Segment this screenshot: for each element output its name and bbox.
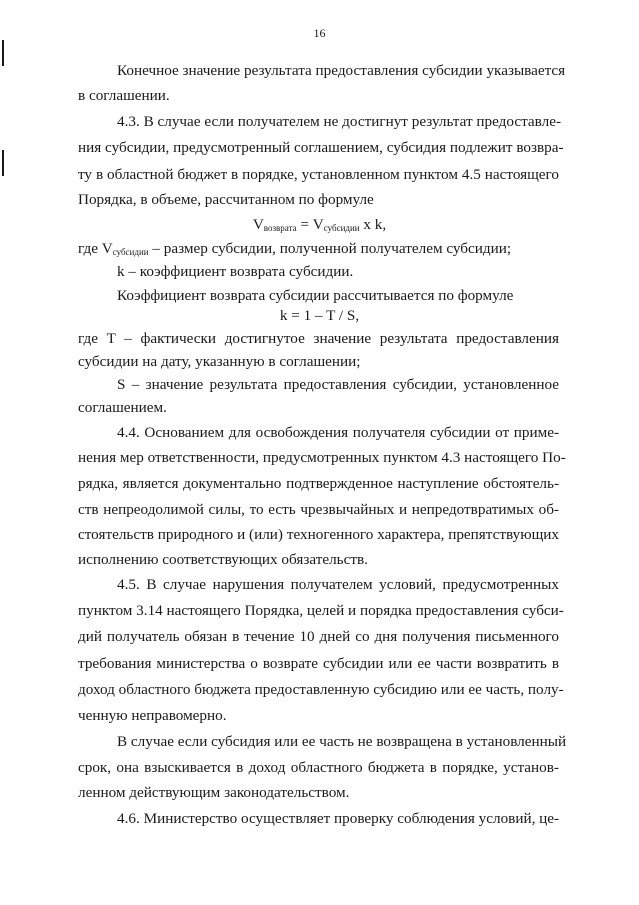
paragraph-line: стоятельств природного и (или) техногенного характера, препятствующих — [78, 526, 559, 543]
paragraph-line: исполнению соответствующих обязательств. — [78, 551, 368, 568]
paragraph-line: В случае если субсидия или ее часть не возвращена в установленный — [117, 733, 567, 750]
formula-lhs-sub: возврата — [263, 223, 297, 233]
left-margin-mark-top — [2, 40, 4, 66]
paragraph-line: ленном действующим законодательством. — [78, 784, 350, 801]
definition-sub: субсидии — [112, 247, 149, 257]
paragraph-line: соглашением. — [78, 399, 167, 416]
paragraph-line: Порядка, в объеме, рассчитанном по формуле — [78, 191, 374, 208]
paragraph-line: рядка, является документально подтвержденное наступление обстоятель- — [78, 475, 559, 492]
formula-v-return — [0, 216, 639, 234]
left-margin-mark-bottom — [2, 150, 4, 176]
formula-rhs-sub: субсидии — [323, 223, 360, 233]
paragraph-line: срок, она взыскивается в доход областного бюджета в порядке, установ- — [78, 759, 559, 776]
paragraph-line: 4.5. В случае нарушения получателем условий, предусмотренных — [117, 576, 559, 593]
definition-v-subsidy — [78, 240, 559, 258]
paragraph-line: S – значение результата предоставления субсидии, установленное — [117, 376, 559, 393]
page-number: 16 — [313, 26, 326, 40]
paragraph-line: Коэффициент возврата субсидии рассчитывается по формуле — [117, 287, 514, 304]
paragraph-line: дий получатель обязан в течение 10 дней со дня получения письменного — [78, 628, 559, 645]
paragraph-line: 4.6. Министерство осуществляет проверку соблюдения условий, це- — [117, 810, 560, 827]
formula-k: k = 1 – T / S, — [279, 307, 360, 324]
paragraph-line: 4.3. В случае если получателем не достигнут результат предоставле- — [117, 113, 562, 130]
paragraph-line: ченную неправомерно. — [78, 707, 227, 724]
definition-rest: – размер субсидии, полученной получателем субсидии; — [148, 240, 512, 257]
paragraph-line: Конечное значение результата предоставления субсидии указывается — [117, 62, 566, 79]
paragraph-line: 4.4. Основанием для освобождения получателя субсидии от приме- — [117, 424, 559, 441]
paragraph-line: в соглашении. — [78, 87, 170, 104]
paragraph-line: пунктом 3.14 настоящего Порядка, целей и порядка предоставления субси- — [78, 602, 564, 619]
paragraph-line: ния субсидии, предусмотренный соглашением, субсидия подлежит возвра- — [78, 139, 564, 156]
definition-prefix: где V — [78, 240, 113, 257]
paragraph-line: k – коэффициент возврата субсидии. — [117, 263, 354, 280]
formula-eq: = V — [296, 216, 324, 233]
paragraph-line: ств непреодолимой силы, то есть чрезвычайных и непредотвратимых об- — [78, 501, 559, 518]
paragraph-line: где T – фактически достигнутое значение результата предоставления — [78, 330, 559, 347]
paragraph-line: субсидии на дату, указанную в соглашении; — [78, 353, 361, 370]
paragraph-line: нения мер ответственности, предусмотренных пунктом 4.3 настоящего По- — [78, 449, 566, 466]
paragraph-line: ту в областной бюджет в порядке, установленном пунктом 4.5 настоящего — [78, 166, 559, 183]
formula-tail: x k, — [359, 216, 387, 233]
paragraph-line: требования министерства о возврате субсидии или ее части возвратить в — [78, 655, 559, 672]
formula-lhs: V — [252, 216, 264, 233]
paragraph-line: доход областного бюджета предоставленную субсидию или ее часть, полу- — [78, 681, 564, 698]
